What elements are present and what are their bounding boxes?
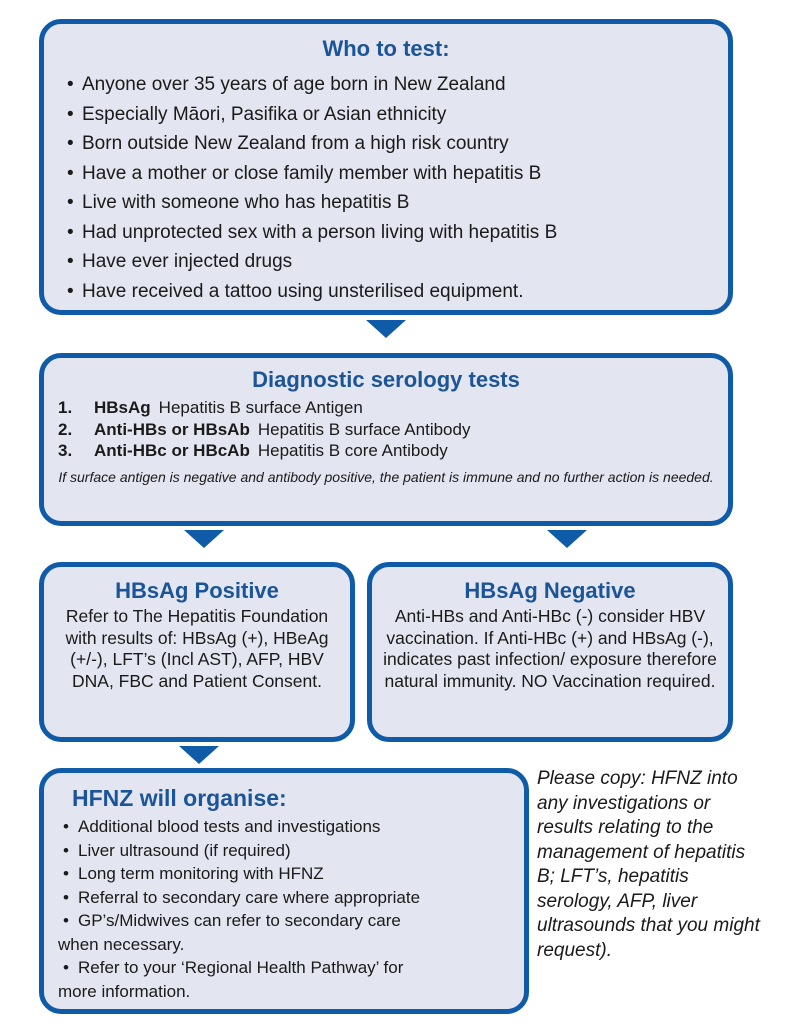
hfnz-list [58, 815, 524, 1003]
test-number: 3. [58, 441, 73, 460]
diagnostic-title: Diagnostic serology tests [252, 367, 520, 392]
list-item: • Liver ultrasound (if required) [58, 839, 524, 863]
test-item [58, 419, 728, 441]
flow-arrow-2 [184, 530, 224, 548]
list-item: • Referral to secondary care where appropriate [58, 886, 524, 910]
list-item-continuation: more information. [58, 981, 191, 1001]
positive-text: Refer to The Hepatitis Foundation with results of: HBsAg (+), HBeAg (+/-), LFT’s (Incl AST), AFP, HBV DNA, FBC and Patient Consent. [65, 606, 329, 691]
test-number: 2. [58, 419, 73, 439]
test-abbreviation: Anti-HBc or HBcAb [94, 441, 250, 460]
hfnz-title: HFNZ will organise: [72, 785, 287, 811]
test-item [58, 397, 728, 419]
test-description: Hepatitis B surface Antigen [158, 398, 363, 417]
negative-title: HBsAg Negative [464, 578, 636, 603]
list-item: • Have a mother or close family member with hepatitis B [62, 159, 728, 189]
test-abbreviation: HBsAg [94, 398, 151, 417]
test-description: Hepatitis B core Antibody [257, 441, 448, 460]
list-item-continuation: when necessary. [58, 934, 185, 954]
negative-text: Anti-HBs and Anti-HBc (-) consider HBV vaccination. If Anti-HBc (+) and HBsAg (-), indicates past infection/ exposure therefore natural immunity. NO Vaccination required. [383, 606, 717, 691]
positive-title: HBsAg Positive [115, 578, 279, 603]
who-to-test-box [39, 19, 733, 315]
flow-arrow-1 [366, 320, 406, 338]
immune-note: If surface antigen is negative and antibody positive, the patient is immune and no further action is needed. [58, 468, 714, 485]
test-description: Hepatitis B surface Antibody [257, 419, 471, 439]
copy-note: Please copy: HFNZ into any investigations or results relating to the management of hepatitis B; LFT’s, hepatitis serology, AFP, liver ultrasounds that you might request). [537, 768, 760, 961]
list-item: • Long term monitoring with HFNZ [58, 862, 524, 886]
flow-arrow-3 [547, 530, 587, 548]
test-abbreviation: Anti-HBs or HBsAb [94, 419, 250, 439]
list-item: • Have ever injected drugs [62, 247, 728, 277]
hbsag-positive-box [39, 562, 355, 742]
list-item: • GP’s/Midwives can refer to secondary care [58, 909, 524, 933]
list-item: • Born outside New Zealand from a high risk country [62, 129, 728, 159]
list-item: • Especially Māori, Pasifika or Asian ethnicity [62, 100, 728, 130]
who-to-test-title: Who to test: [322, 36, 450, 61]
tests-list [58, 397, 728, 462]
who-to-test-list [62, 70, 728, 306]
list-item: • Have received a tattoo using unsterilised equipment. [62, 277, 728, 307]
hfnz-organise-box [39, 768, 529, 1014]
hbsag-negative-box [367, 562, 733, 742]
test-item [58, 440, 728, 462]
flow-arrow-4 [179, 746, 219, 764]
diagnostic-tests-box [39, 353, 733, 526]
list-item: • Live with someone who has hepatitis B [62, 188, 728, 218]
list-item: • Anyone over 35 years of age born in New Zealand [62, 70, 728, 100]
list-item: • Additional blood tests and investigations [58, 815, 524, 839]
list-item: • Refer to your ‘Regional Health Pathway’ for [58, 956, 524, 980]
test-number: 1. [58, 398, 73, 417]
list-item: • Had unprotected sex with a person living with hepatitis B [62, 218, 728, 248]
